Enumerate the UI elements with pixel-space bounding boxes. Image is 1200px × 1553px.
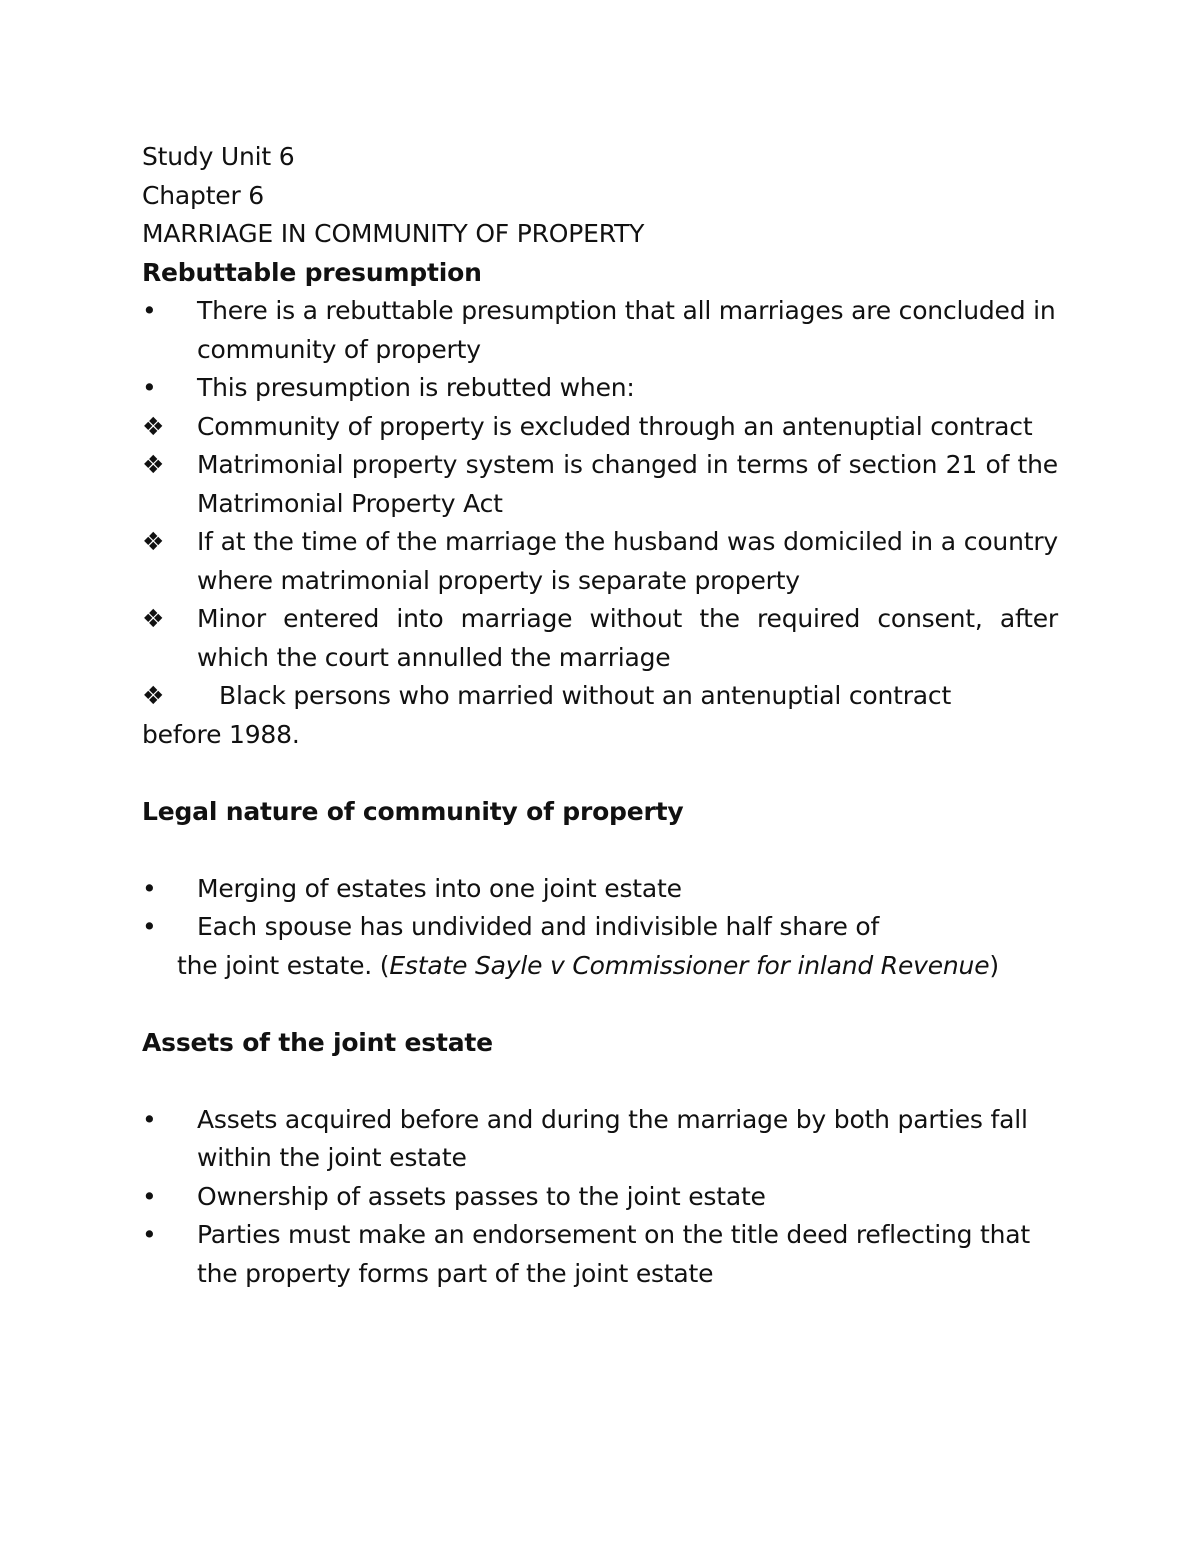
citation-suffix: ) bbox=[989, 950, 999, 980]
bullet-icon: • bbox=[142, 1181, 157, 1211]
study-unit-title: Study Unit 6 bbox=[142, 142, 295, 171]
list-item-text: This presumption is rebutted when: bbox=[197, 373, 635, 402]
list-item-text: Assets acquired before and during the marriage by both parties fall within the joint estate bbox=[197, 1104, 1028, 1172]
citation-prefix: the joint estate. ( bbox=[177, 950, 390, 980]
list-item bbox=[142, 1216, 1058, 1293]
bullet-icon: • bbox=[142, 873, 157, 903]
bullet-icon: • bbox=[142, 296, 157, 325]
list-item bbox=[142, 1101, 1058, 1178]
case-citation-line bbox=[142, 947, 1058, 986]
sub-list-item bbox=[142, 523, 1058, 600]
sub-list-item-text: Community of property is excluded through an antenuptial contract bbox=[197, 411, 1033, 441]
legal-nature-heading: Legal nature of community of property bbox=[142, 796, 684, 826]
assets-heading: Assets of the joint estate bbox=[142, 1027, 493, 1057]
sub-list-item bbox=[142, 677, 1058, 716]
sub-list-item-text: Minor entered into marriage without the required consent, after which the court annulled the marriage bbox=[197, 604, 1058, 672]
list-item-text: Ownership of assets passes to the joint estate bbox=[197, 1181, 766, 1211]
sub-list-item-text: Black persons who married without an antenuptial contract bbox=[219, 681, 952, 710]
list-item bbox=[142, 908, 1058, 947]
chapter-title: Chapter 6 bbox=[142, 180, 265, 210]
list-item-text: Parties must make an endorsement on the title deed reflecting that the property forms part of the joint estate bbox=[197, 1220, 1031, 1288]
diamond-bullet-icon: ❖ bbox=[142, 450, 165, 479]
list-item bbox=[142, 292, 1058, 369]
sub-list-item-text: Matrimonial property system is changed in terms of section 21 of the Matrimonial Property Act bbox=[197, 450, 1058, 518]
bullet-icon: • bbox=[142, 373, 157, 402]
list-item bbox=[142, 870, 1058, 909]
sub-list-item-continuation: before 1988. bbox=[142, 719, 300, 749]
list-item bbox=[142, 369, 1058, 408]
list-item bbox=[142, 1178, 1058, 1217]
sub-list-item bbox=[142, 408, 1058, 447]
diamond-bullet-icon: ❖ bbox=[142, 681, 165, 710]
rebuttable-presumption-heading: Rebuttable presumption bbox=[142, 257, 482, 287]
bullet-icon: • bbox=[142, 912, 157, 941]
sub-list-item bbox=[142, 600, 1058, 677]
list-item-text: There is a rebuttable presumption that all marriages are concluded in community of property bbox=[197, 296, 1056, 364]
diamond-bullet-icon: ❖ bbox=[142, 411, 165, 441]
bullet-icon: • bbox=[142, 1220, 157, 1249]
sub-list-item bbox=[142, 446, 1058, 523]
diamond-bullet-icon: ❖ bbox=[142, 604, 165, 633]
sub-list-item-text: If at the time of the marriage the husband was domiciled in a country where matrimonial property is separate property bbox=[197, 527, 1058, 595]
list-item-text: Each spouse has undivided and indivisible half share of bbox=[197, 912, 880, 941]
topic-title: MARRIAGE IN COMMUNITY OF PROPERTY bbox=[142, 219, 645, 248]
list-item-text: Merging of estates into one joint estate bbox=[197, 873, 682, 903]
bullet-icon: • bbox=[142, 1104, 157, 1134]
case-name: Estate Sayle v Commissioner for inland Revenue bbox=[389, 950, 990, 980]
diamond-bullet-icon: ❖ bbox=[142, 527, 165, 556]
document-page bbox=[142, 138, 1058, 1293]
